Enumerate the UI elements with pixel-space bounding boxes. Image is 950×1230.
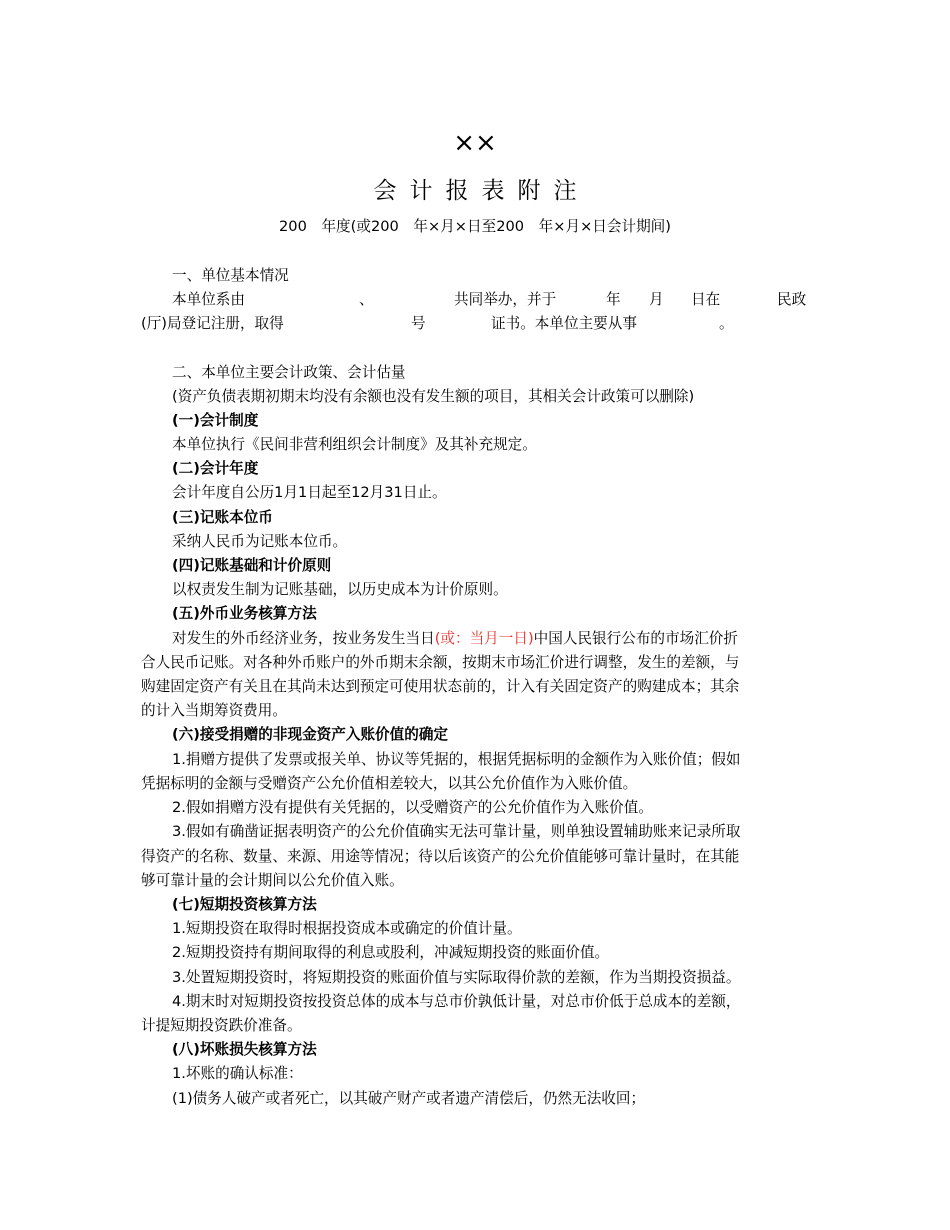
donation-p2: 2.假如捐赠方没有提供有关凭据的，以受赠资产的公允价值作为入账价值。 — [172, 799, 653, 816]
subsection-bad-debt-title: (八)坏账损失核算方法 — [172, 1041, 317, 1058]
bad-debt-p1: 1.坏账的确认标准： — [172, 1065, 303, 1082]
short-investment-p4-line1: 4.期末时对短期投资按投资总体的成本与总市价孰低计量，对总市价低于总成本的差额， — [172, 993, 741, 1010]
bad-debt-p1-item1: (1)债务人破产或者死亡，以其破产财产或者遗产清偿后，仍然无法收回； — [172, 1090, 646, 1107]
subsection-fiscal-year-body: 会计年度自公历1月1日起至12月31日止。 — [172, 484, 447, 501]
subsection-currency-title: (三)记账本位币 — [172, 509, 273, 526]
donation-p1-line2: 凭据标明的金额与受赠资产公允价值相差较大，以其公允价值作为入账价值。 — [141, 775, 638, 792]
short-investment-p2: 2.短期投资持有期间取得的利息或股利，冲减短期投资的账面价值。 — [172, 944, 610, 961]
section1-line1-f: 日在 — [691, 291, 721, 308]
subsection-foreign-currency-title: (五)外币业务核算方法 — [172, 605, 317, 622]
donation-p3-line1: 3.假如有确凿证据表明资产的公允价值确实无法可靠计量，则单独设置辅助账来记录所取 — [172, 823, 741, 840]
subsection-short-investment-title: (七)短期投资核算方法 — [172, 896, 317, 913]
period-line: 200 年度(或200 年×月×日至200 年×月×日会计期间) — [279, 218, 671, 235]
subsection-donation-title: (六)接受捐赠的非现金资产入账价值的确定 — [172, 726, 449, 743]
donation-p1-line1: 1.捐赠方提供了发票或报关单、协议等凭据的，根据凭据标明的金额作为入账价值；假如 — [172, 751, 741, 768]
foreign-currency-highlight: (或：当月一日) — [434, 630, 534, 647]
subsection-basis-title: (四)记账基础和计价原则 — [172, 557, 332, 574]
donation-p3-line2: 得资产的名称、数量、来源、用途等情况；待以后该资产的公允价值能够可靠计量时，在其能 — [141, 848, 740, 865]
section1-line2-b: 号 — [411, 315, 426, 332]
page-title: 会计报表附注 — [373, 178, 590, 204]
section1-line1-e: 月 — [649, 291, 664, 308]
section2-heading: 二、本单位主要会计政策、会计估量 — [172, 364, 406, 381]
short-investment-p1: 1.短期投资在取得时根据投资成本或确定的价值计量。 — [172, 920, 522, 937]
subsection-basis-body: 以权责发生制为记账基础，以历史成本为计价原则。 — [172, 581, 508, 598]
subsection-currency-body: 采纳人民币为记账本位币。 — [172, 533, 348, 550]
short-investment-p4-line2: 计提短期投资跌价准备。 — [141, 1017, 302, 1034]
section1-line1-a: 本单位系由 — [172, 291, 245, 308]
section1-line1-b: 、 — [359, 291, 374, 308]
subsection-accounting-system-title: (一)会计制度 — [172, 412, 259, 429]
foreign-currency-line2: 合人民币记账。对各种外币账户的外币期末余额，按期末市场汇价进行调整，发生的差额，与 — [141, 654, 740, 671]
foreign-currency-line1 — [172, 627, 738, 651]
foreign-currency-line1-b: 中国人民银行公布的市场汇价折 — [533, 630, 738, 647]
subsection-accounting-system-body: 本单位执行《民间非营利组织会计制度》及其补充规定。 — [172, 436, 537, 453]
short-investment-p3: 3.处置短期投资时，将短期投资的账面价值与实际取得价款的差额，作为当期投资损益。 — [172, 969, 741, 986]
section1-line1-c: 共同举办，并于 — [454, 291, 557, 308]
subsection-fiscal-year-title: (二)会计年度 — [172, 460, 259, 477]
org-placeholder: ×× — [453, 128, 497, 158]
section1-heading: 一、单位基本情况 — [172, 267, 289, 284]
foreign-currency-line1-a: 对发生的外币经济业务，按业务发生当日 — [172, 630, 435, 647]
section2-note: (资产负债表期初期末均没有余额也没有发生额的项目，其相关会计政策可以删除) — [172, 388, 695, 405]
donation-p3-line3: 够可靠计量的会计期间以公允价值入账。 — [141, 872, 404, 889]
section1-line2-d: 。 — [719, 315, 734, 332]
foreign-currency-line4: 的计入当期筹资费用。 — [141, 702, 287, 719]
section1-line2-c: 证书。本单位主要从事 — [491, 315, 637, 332]
section1-line2-a: (厅)局登记注册，取得 — [141, 315, 284, 332]
section1-line1-g: 民政 — [777, 291, 807, 308]
foreign-currency-line3: 购建固定资产有关且在其尚未达到预定可使用状态前的，计入有关固定资产的购建成本；其余 — [141, 678, 740, 695]
section1-line1-d: 年 — [606, 291, 621, 308]
